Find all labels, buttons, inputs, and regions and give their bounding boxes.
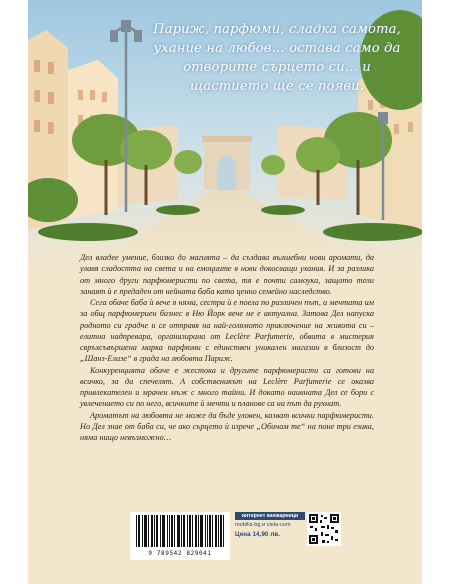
bookstore-sites: mobilis-bg и ciela-com	[235, 522, 291, 528]
isbn-number: 9 789542 829041	[148, 550, 212, 557]
isbn-barcode	[130, 512, 230, 560]
tagline: Париж, парфюми, сладка самота, ухание на любов… остава само да отворите сърцето си… и щастието ще се появи.	[153, 22, 401, 94]
bookstore-info	[235, 512, 305, 538]
synopsis-paragraph: Ароматът на любовта не може да бъде уловен, казват всички парфюмеристи. Но Дел знае от баба си, че ако сърцето ѝ изрече „Обичам те“ на поне три езика, няма нищо невъзможно…	[80, 410, 374, 442]
qr-code-icon	[307, 512, 341, 546]
cover-footer	[28, 508, 422, 584]
arc-de-triomphe-shape	[202, 136, 252, 190]
barcode-bars	[134, 515, 226, 549]
bookstore-label: интернет книжарници	[235, 512, 305, 520]
price-label: Цена 14,90 лв.	[235, 531, 281, 538]
synopsis-paragraph: Сега обаче баба ѝ вече я няма, сестра ѝ е поела по различен път, а мечтата им за общ парфюмериен бизнес в Ню Йорк вече не е актуална. Затова Дел напуска родното си градче и се отправя на най-голямото приключение на живота си – елитна надпревара, организирана от Leclère Parfumerie, обвита в мистерия свръхсъвършена марка парфюми с единствен уникален магазин в близост до „Шанз-Елизе“ в града на любовта Париж.	[80, 298, 374, 364]
synopsis-text	[80, 252, 374, 443]
book-back-cover	[28, 0, 422, 584]
synopsis-paragraph: Конкуренцията обаче е жестока и другите парфюмеристи са готови на всичко, за да спечелят. А собственикът на Leclère Parfumerie се оказва привлекателен и мрачен мъж с много тайни. И докато наивната Дел се бори с увлечението си по него, всичките ѝ мечти и планове са на път да рухнат.	[80, 365, 374, 409]
synopsis-paragraph: Дел владее умение, близко до магията – да създава вълшебни нови аромати, да улавя сладостта на света и на емоциите в нови докосващи ухания. И за разлика от много други парфюмеристи по света, тя е почти самоука, защото този занаят ѝ е предаден от нейната баба като ценно семейно наследство.	[80, 253, 374, 296]
